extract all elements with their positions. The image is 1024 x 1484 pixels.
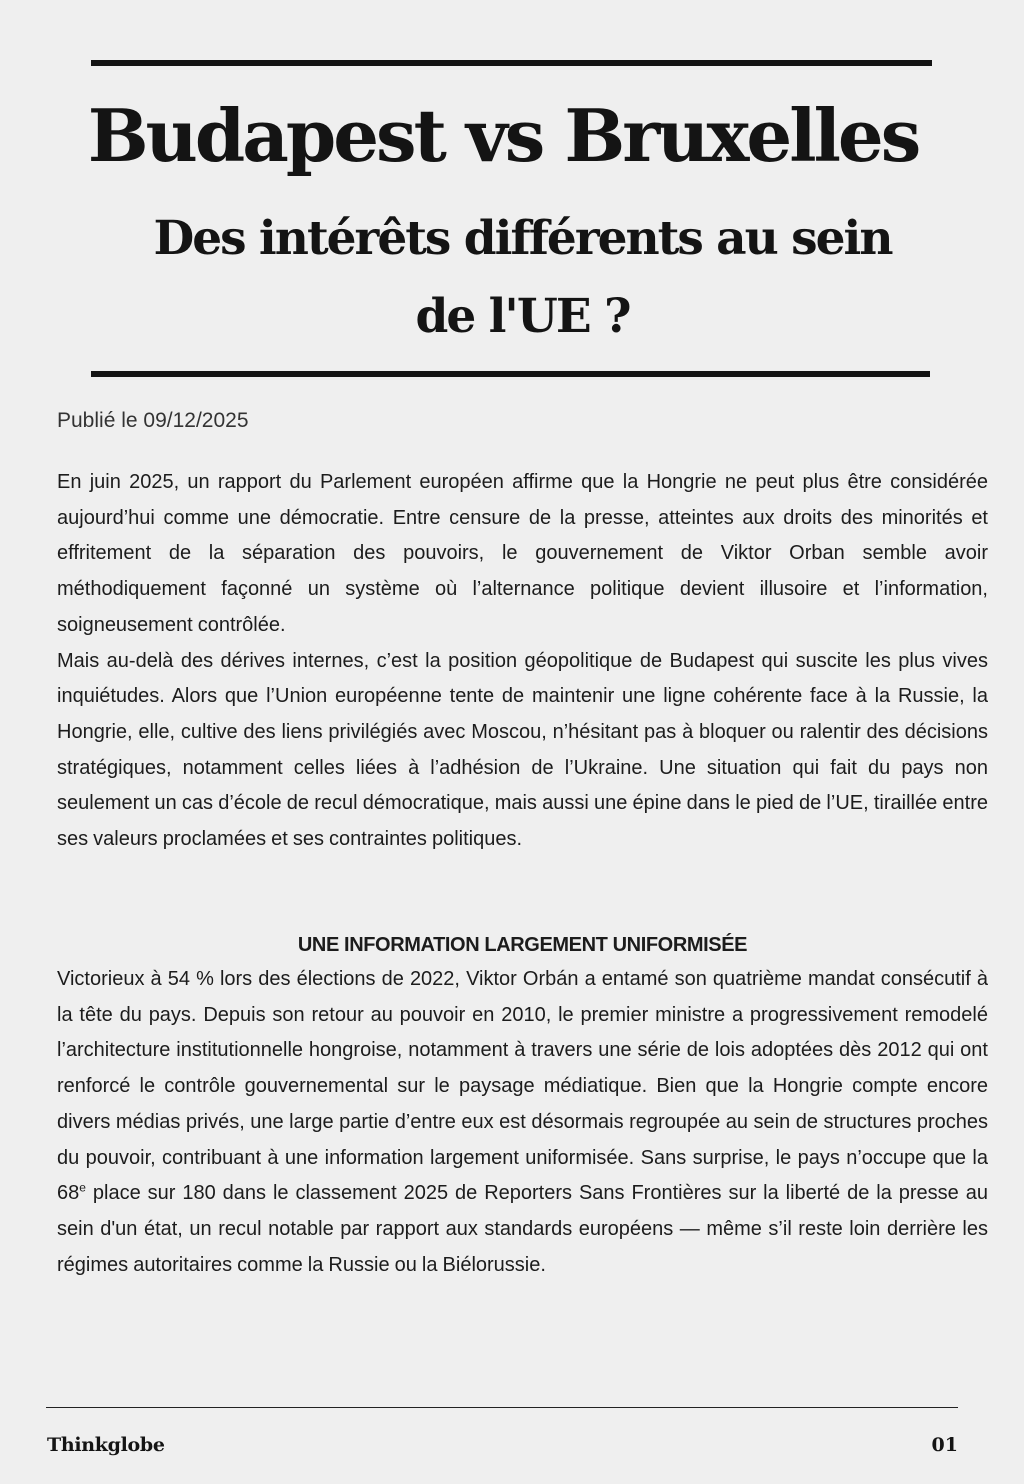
paragraph-media [57, 962, 988, 1283]
paragraph-geopolitics: Mais au-delà des dérives internes, c’est la position géopolitique de Budapest qui suscite les plus vives inquiétudes. Alors que l’Union européenne tente de maintenir une ligne cohérente face à la Russie, la Hongrie, elle, cultive des liens privilégiés avec Moscou, n’hésitant pas à bloquer ou ralentir des décisions stratégiques, notamment celles liées à l’adhésion de l’Ukraine. Une situation qui fait du pays non seulement un cas d’école de recul démocratique, mais aussi une épine dans le pied de l’UE, tiraillée entre ses valeurs proclamées et ses contraintes politiques. [57, 649, 988, 851]
page-number: 01 [931, 1434, 958, 1456]
ordinal-superscript: e [79, 1180, 86, 1195]
paragraph-intro: En juin 2025, un rapport du Parlement européen affirme que la Hongrie ne peut plus être considérée aujourd’hui comme une démocratie. Entre censure de la presse, atteintes aux droits des minorités et effritement de la séparation des pouvoirs, le gouvernement de Viktor Orban semble avoir méthodiquement façonné un système où l’alternance politique devient illusoire et l’information, soigneusement contrôlée. [57, 471, 988, 636]
paragraph-media-text-1: Victorieux à 54 % lors des élections de 2022, Viktor Orbán a entamé son quatrième mandat consécutif à la tête du pays. Depuis son retour au pouvoir en 2010, le premier ministre a progressivement remodelé l’architecture institutionnelle hongroise, notamment à travers une série de lois adoptées dès 2012 qui ont renforcé le contrôle gouvernemental sur le paysage médiatique. Bien que la Hongrie compte encore divers médias privés, une large partie d’entre eux est désormais regroupée au sein de structures proches du pouvoir, contribuant à une information largement uniformisée. Sans surprise, le pays n’occupe que la 68 [57, 968, 988, 1205]
article-title: Budapest vs Bruxelles [87, 93, 919, 178]
section-heading: UNE INFORMATION LARGEMENT UNIFORMISÉE [297, 934, 748, 956]
title-divider [91, 371, 930, 377]
media-section [57, 962, 988, 1283]
intro-section [57, 465, 988, 858]
article-subtitle: Des intérêts différents au sein de l'UE ? [153, 211, 892, 344]
paragraph-media-text-2: place sur 180 dans le classement 2025 de Reporters Sans Frontières sur la liberté de la presse au sein d'un état, un recul notable par rapport aux standards européens — même s’il reste loin derrière les régimes autoritaires comme la Russie ou la Biélorussie. [57, 1182, 988, 1276]
footer-brand: Thinkglobe [47, 1434, 165, 1456]
footer-divider [46, 1407, 958, 1408]
top-divider [91, 60, 932, 66]
publication-date: Publié le 09/12/2025 [57, 409, 249, 432]
